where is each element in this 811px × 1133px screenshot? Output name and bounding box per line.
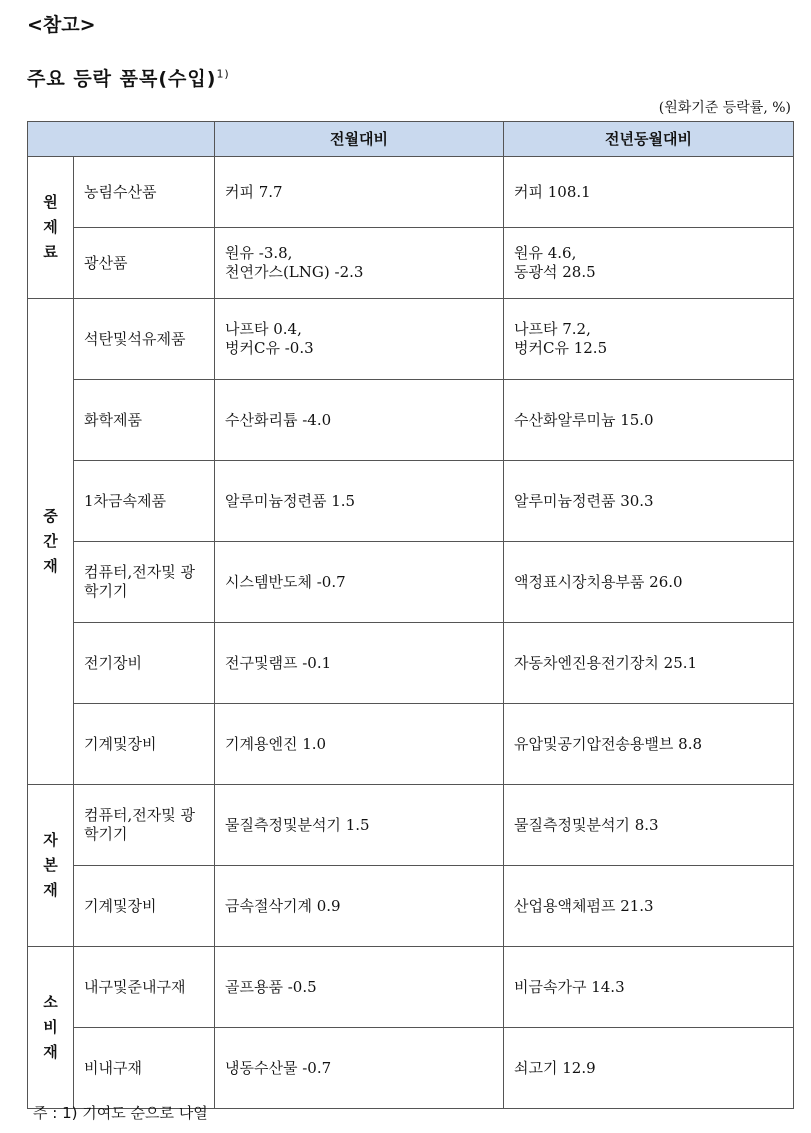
yoy-line: 나프타 7.2, [514, 320, 591, 338]
mom-line: 나프타 0.4, [225, 320, 302, 338]
mom-line: 커피 7.7 [225, 182, 283, 201]
table-row [28, 947, 794, 1028]
mom-line: 기계용엔진 1.0 [225, 734, 327, 753]
mom-cell [215, 947, 504, 1028]
mom-line: 전구및램프 -0.1 [225, 653, 332, 672]
table-row [28, 157, 794, 228]
category-label: 원제료 [43, 193, 58, 261]
item-cell: 비내구재 [74, 1028, 215, 1109]
yoy-line: 알루미늄정련품 30.3 [514, 491, 654, 510]
item-cell: 전기장비 [74, 623, 215, 704]
mom-cell [215, 866, 504, 947]
footnote: 주 : 1) 기여도 순으로 나열 [33, 1104, 208, 1122]
reference-label: <참고> [27, 14, 96, 36]
table-row [28, 380, 794, 461]
yoy-cell [504, 785, 794, 866]
table-header-row [28, 122, 794, 157]
category-cell [28, 785, 74, 947]
yoy-line: 액정표시장치용부품 26.0 [514, 572, 683, 591]
yoy-cell [504, 157, 794, 228]
item-cell: 기계및장비 [74, 704, 215, 785]
yoy-cell [504, 461, 794, 542]
yoy-line: 산업용액체펌프 21.3 [514, 896, 654, 915]
yoy-cell [504, 380, 794, 461]
category-label: 자본재 [43, 831, 58, 899]
item-cell: 1차금속제품 [74, 461, 215, 542]
mom-cell [215, 542, 504, 623]
mom-line: 냉동수산물 -0.7 [225, 1058, 332, 1077]
mom-line: 천연가스(LNG) -2.3 [225, 263, 364, 281]
unit-note: (원화기준 등락률, %) [658, 100, 791, 116]
item-cell: 석탄및석유제품 [74, 299, 215, 380]
yoy-cell [504, 704, 794, 785]
header-mom: 전월대비 [215, 122, 504, 157]
yoy-cell [504, 1028, 794, 1109]
table-row [28, 866, 794, 947]
yoy-line: 원유 4.6, [514, 244, 577, 262]
table-row [28, 623, 794, 704]
table-body [28, 157, 794, 1109]
mom-line: 알루미늄정련품 1.5 [225, 491, 356, 510]
mom-line: 금속절삭기계 0.9 [225, 896, 341, 915]
yoy-line: 동광석 28.5 [514, 263, 596, 281]
import-items-table [27, 121, 794, 1109]
yoy-line: 물질측정및분석기 8.3 [514, 815, 659, 834]
item-cell: 기계및장비 [74, 866, 215, 947]
title-footnote-mark: 1) [216, 67, 230, 81]
table-row [28, 228, 794, 299]
yoy-cell [504, 866, 794, 947]
category-cell [28, 947, 74, 1109]
header-yoy: 전년동월대비 [504, 122, 794, 157]
mom-cell [215, 299, 504, 380]
mom-line: 수산화리튬 -4.0 [225, 410, 332, 429]
item-cell: 농림수산품 [74, 157, 215, 228]
category-label: 소비재 [43, 993, 58, 1061]
mom-line: 시스템반도체 -0.7 [225, 572, 346, 591]
item-cell: 광산품 [74, 228, 215, 299]
mom-line: 골프용품 -0.5 [225, 977, 317, 996]
mom-cell [215, 623, 504, 704]
item-cell: 컴퓨터,전자및 광학기기 [74, 542, 215, 623]
mom-line: 벙커C유 -0.3 [225, 339, 314, 357]
yoy-line: 수산화알루미늄 15.0 [514, 410, 654, 429]
item-cell: 컴퓨터,전자및 광학기기 [74, 785, 215, 866]
yoy-cell [504, 299, 794, 380]
yoy-line: 자동차엔진용전기장치 25.1 [514, 653, 698, 672]
yoy-cell [504, 623, 794, 704]
table-row [28, 785, 794, 866]
yoy-line: 비금속가구 14.3 [514, 977, 625, 996]
mom-cell [215, 380, 504, 461]
table-row [28, 461, 794, 542]
table-row [28, 542, 794, 623]
header-blank [28, 122, 215, 157]
table-row [28, 299, 794, 380]
table-row [28, 704, 794, 785]
mom-line: 원유 -3.8, [225, 244, 293, 262]
yoy-cell [504, 228, 794, 299]
yoy-line: 쇠고기 12.9 [514, 1058, 596, 1077]
yoy-line: 커피 108.1 [514, 182, 591, 201]
yoy-line: 벙커C유 12.5 [514, 339, 608, 357]
item-cell: 내구및준내구재 [74, 947, 215, 1028]
item-cell: 화학제품 [74, 380, 215, 461]
mom-cell [215, 228, 504, 299]
yoy-cell [504, 542, 794, 623]
yoy-line: 유압및공기압전송용밸브 8.8 [514, 734, 703, 753]
mom-cell [215, 704, 504, 785]
yoy-cell [504, 947, 794, 1028]
mom-cell [215, 461, 504, 542]
mom-line: 물질측정및분석기 1.5 [225, 815, 370, 834]
page-title: 주요 등락 품목(수입)$^{1)}$ [27, 67, 230, 90]
mom-cell [215, 157, 504, 228]
mom-cell [215, 1028, 504, 1109]
table-row [28, 1028, 794, 1109]
category-cell [28, 299, 74, 785]
category-label: 중간재 [43, 507, 58, 575]
mom-cell [215, 785, 504, 866]
category-cell [28, 157, 74, 299]
